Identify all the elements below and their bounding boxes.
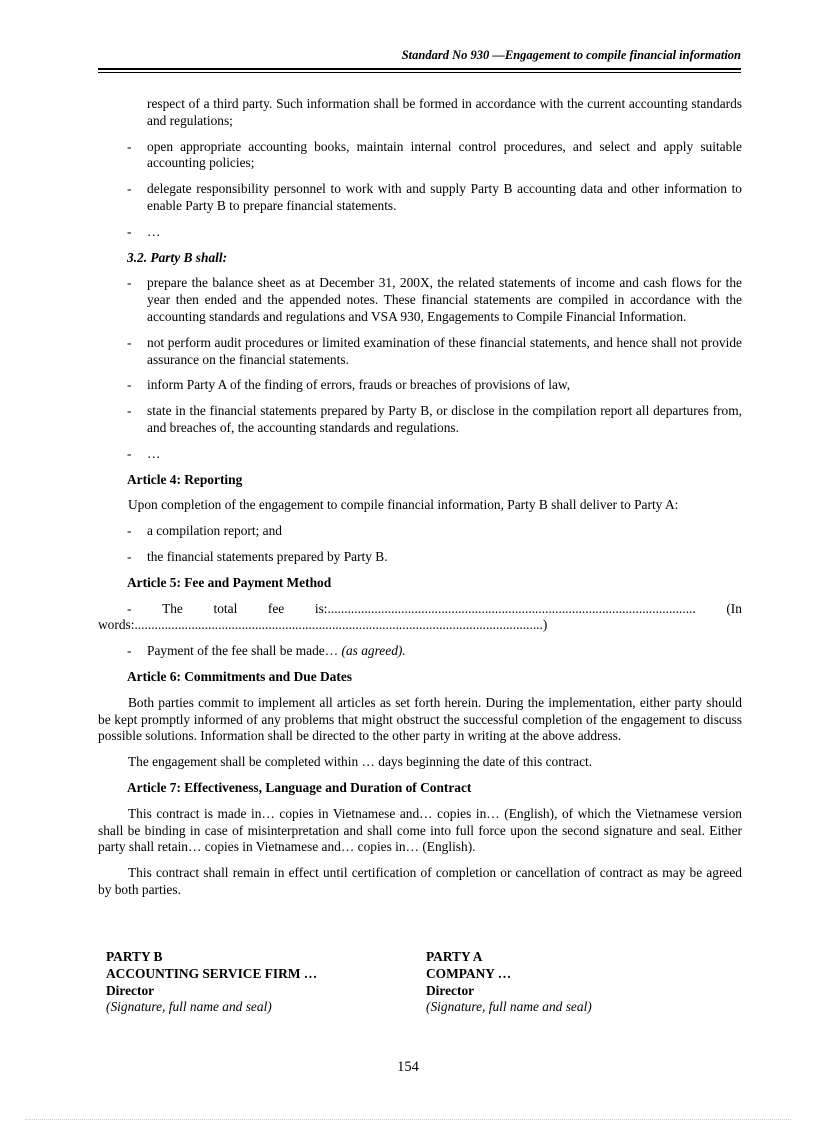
payment-bullet — [98, 643, 742, 660]
party-a-bullet — [98, 224, 742, 241]
bullet-dash: - — [127, 223, 132, 239]
party-b-bullet — [98, 377, 742, 394]
party-b-signature-note: (Signature, full name and seal) — [106, 999, 272, 1015]
article-7-para-2: This contract shall remain in effect until certification of completion or cancellation of contract as may be agreed by both parties. — [98, 865, 742, 897]
bullet-text: … — [147, 445, 161, 461]
bullet-text: inform Party A of the finding of errors, frauds or breaches of provisions of law, — [147, 377, 571, 393]
page-bottom-divider — [25, 1119, 791, 1120]
bullet-text: a compilation report; and — [147, 523, 282, 539]
party-b-bullet — [98, 275, 742, 325]
party-a-entity: COMPANY … — [426, 965, 512, 981]
document-body — [98, 96, 742, 908]
fee-amount-blank: is:.............................................................................................................. — [314, 600, 696, 616]
party-a-bullet — [98, 139, 742, 173]
bullet-dash: - — [127, 643, 132, 659]
bullet-dash: - — [127, 445, 132, 461]
header-rule-thin — [98, 72, 741, 73]
bullet-dash: - — [127, 377, 132, 393]
party-a-bullet — [98, 181, 742, 215]
page-number: 154 — [397, 1059, 419, 1075]
party-a-continuation: respect of a third party. Such information shall be formed in accordance with the current accounting standards and regulations; — [147, 96, 742, 128]
article-7-para-1: This contract is made in… copies in Vietnamese and… copies in… (English), of which the Vietnamese version shall be binding in case of misinterpretation and shall come into full force upon the second signature and seal. Either party shall retain… copies in Vietnamese and… copies in… (English). — [98, 805, 742, 855]
bullet-dash: - — [127, 138, 132, 154]
payment-text: Payment of the fee shall be made… — [147, 643, 342, 659]
bullet-text: … — [147, 223, 161, 239]
article-5-heading: Article 5: Fee and Payment Method — [127, 574, 332, 590]
party-a-signature-note: (Signature, full name and seal) — [426, 999, 592, 1015]
bullet-dash: - — [127, 275, 132, 291]
header-rule-thick — [98, 68, 741, 70]
fee-word-the: The — [162, 600, 183, 616]
party-b-heading: 3.2. Party B shall: — [127, 249, 228, 265]
party-b-signature — [106, 949, 317, 1016]
bullet-text: prepare the balance sheet as at December 31, 200X, the related statements of income and cash flows for the year then ended and the appended notes. These financial statements are compiled in accordance with the accounting standards and regulations and VSA 930, Engagements to Compile Financial Information. — [147, 275, 742, 324]
article-6-para-2: The engagement shall be completed within … days beginning the date of this contract. — [128, 754, 593, 770]
payment-note: (as agreed). — [341, 643, 406, 659]
fee-word-total: total — [213, 600, 238, 616]
bullet-dash: - — [127, 181, 132, 197]
party-b-bullet — [98, 446, 742, 463]
bullet-text: delegate responsibility personnel to work with and supply Party B accounting data and other information to enable Party B to prepare financial statements. — [147, 181, 742, 213]
party-b-role: Director — [106, 982, 155, 998]
bullet-dash: - — [127, 548, 132, 564]
article-6-para-1: Both parties commit to implement all articles as set forth herein. During the implementation, either party should be kept promptly informed of any problems that might obstruct the successful completion of the engagement to discuss possible solutions. Information shall be directed to the other party in writing at the above address. — [98, 694, 742, 744]
party-a-role: Director — [426, 982, 475, 998]
party-b-entity: ACCOUNTING SERVICE FIRM … — [106, 965, 318, 981]
bullet-text: state in the financial statements prepared by Party B, or disclose in the compilation report all departures from, and breaches of, the accounting standards and regulations. — [147, 403, 742, 435]
bullet-dash: - — [127, 334, 132, 350]
fee-word-in: (In — [726, 600, 742, 616]
page-header: Standard No 930 —Engagement to compile financial information — [401, 48, 741, 62]
party-b-label: PARTY B — [106, 949, 163, 964]
article-4-bullet — [98, 549, 742, 566]
article-4-heading: Article 4: Reporting — [127, 471, 243, 487]
party-a-label: PARTY A — [426, 949, 483, 964]
article-4-bullet — [98, 523, 742, 540]
fee-total-line — [98, 601, 742, 618]
article-7-heading: Article 7: Effectiveness, Language and Duration of Contract — [127, 779, 472, 795]
article-4-text: Upon completion of the engagement to compile financial information, Party B shall deliver to Party A: — [128, 497, 679, 513]
bullet-text: the financial statements prepared by Party B. — [147, 548, 388, 564]
bullet-dash: - — [127, 523, 132, 539]
bullet-text: open appropriate accounting books, maintain internal control procedures, and select and apply suitable accounting policies; — [147, 138, 742, 171]
article-6-heading: Article 6: Commitments and Due Dates — [127, 668, 352, 684]
party-b-bullet — [98, 403, 742, 437]
bullet-dash: - — [127, 403, 132, 419]
party-b-bullet — [98, 335, 742, 369]
party-a-signature — [426, 949, 592, 1016]
fee-dash: - — [127, 600, 132, 616]
bullet-text: not perform audit procedures or limited examination of these financial statements, and hence shall not provide assurance on the financial statements. — [147, 334, 742, 367]
fee-word-fee: fee — [267, 600, 285, 616]
fee-in-words-blank: words:..........................................................................................................................) — [98, 617, 548, 633]
